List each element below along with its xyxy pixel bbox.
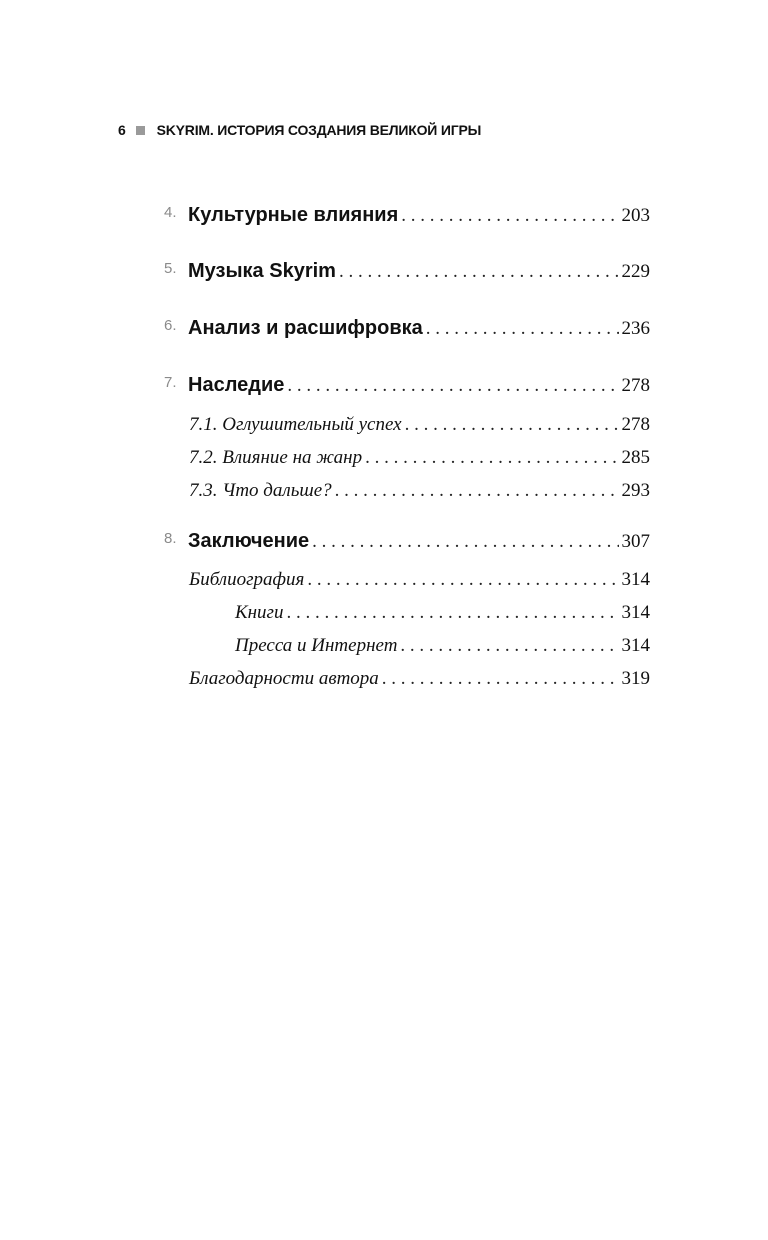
dot-leader xyxy=(400,635,618,657)
toc-entry-7-1[interactable] xyxy=(0,414,650,436)
entry-page: 314 xyxy=(621,569,650,590)
dot-leader xyxy=(382,668,619,690)
toc-entry-chapter-4[interactable] xyxy=(0,204,650,227)
dot-leader xyxy=(307,569,618,591)
toc-entry-chapter-7[interactable] xyxy=(0,374,650,397)
entry-page: 278 xyxy=(621,375,650,396)
entry-title: 7.3. Что дальше? xyxy=(189,480,332,501)
toc-entry-bibliography[interactable] xyxy=(0,569,650,591)
chapter-number: 5. xyxy=(164,260,177,277)
entry-title: Заключение xyxy=(188,530,310,552)
entry-title: Анализ и расшифровка xyxy=(188,317,423,339)
entry-title: 7.2. Влияние на жанр xyxy=(189,447,363,468)
toc-entry-chapter-5[interactable] xyxy=(0,260,650,283)
toc-entry-7-3[interactable] xyxy=(0,480,650,502)
dot-leader xyxy=(339,261,619,283)
entry-page: 307 xyxy=(621,531,650,552)
entry-title: Наследие xyxy=(188,374,285,396)
dot-leader xyxy=(335,480,619,502)
dot-leader xyxy=(401,205,618,227)
dot-leader xyxy=(287,375,618,397)
toc-entry-chapter-8[interactable] xyxy=(0,530,650,553)
dot-leader xyxy=(365,447,618,469)
toc-entry-press-internet[interactable] xyxy=(0,635,650,657)
dot-leader xyxy=(405,414,619,436)
entry-title: Культурные влияния xyxy=(188,204,399,226)
toc-entry-chapter-6[interactable] xyxy=(0,317,650,340)
chapter-number: 6. xyxy=(164,317,177,334)
dot-leader xyxy=(286,602,618,624)
entry-page: 236 xyxy=(621,318,650,339)
entry-page: 229 xyxy=(621,261,650,282)
book-title: SKYRIM. ИСТОРИЯ СОЗДАНИЯ ВЕЛИКОЙ ИГРЫ xyxy=(156,122,482,138)
toc-entry-acknowledgements[interactable] xyxy=(0,668,650,690)
entry-page: 319 xyxy=(621,668,650,689)
entry-title: Пресса и Интернет xyxy=(235,635,398,656)
entry-page: 203 xyxy=(621,205,650,226)
toc-entry-books[interactable] xyxy=(0,602,650,624)
entry-page: 314 xyxy=(621,602,650,623)
running-head xyxy=(118,122,481,138)
entry-page: 293 xyxy=(621,480,650,501)
dot-leader xyxy=(426,318,619,340)
square-bullet-icon xyxy=(136,126,145,135)
chapter-number: 8. xyxy=(164,530,177,547)
toc-entry-7-2[interactable] xyxy=(0,447,650,469)
entry-page: 278 xyxy=(621,414,650,435)
dot-leader xyxy=(312,531,618,553)
entry-title: Музыка Skyrim xyxy=(188,260,336,282)
page-number: 6 xyxy=(118,122,126,138)
chapter-number: 4. xyxy=(164,204,177,221)
entry-page: 285 xyxy=(621,447,650,468)
entry-title: Благодарности автора xyxy=(189,668,379,689)
entry-title: Книги xyxy=(235,602,284,623)
entry-page: 314 xyxy=(621,635,650,656)
entry-title: Библиография xyxy=(189,569,305,590)
entry-title: 7.1. Оглушительный успех xyxy=(189,414,402,435)
chapter-number: 7. xyxy=(164,374,177,391)
